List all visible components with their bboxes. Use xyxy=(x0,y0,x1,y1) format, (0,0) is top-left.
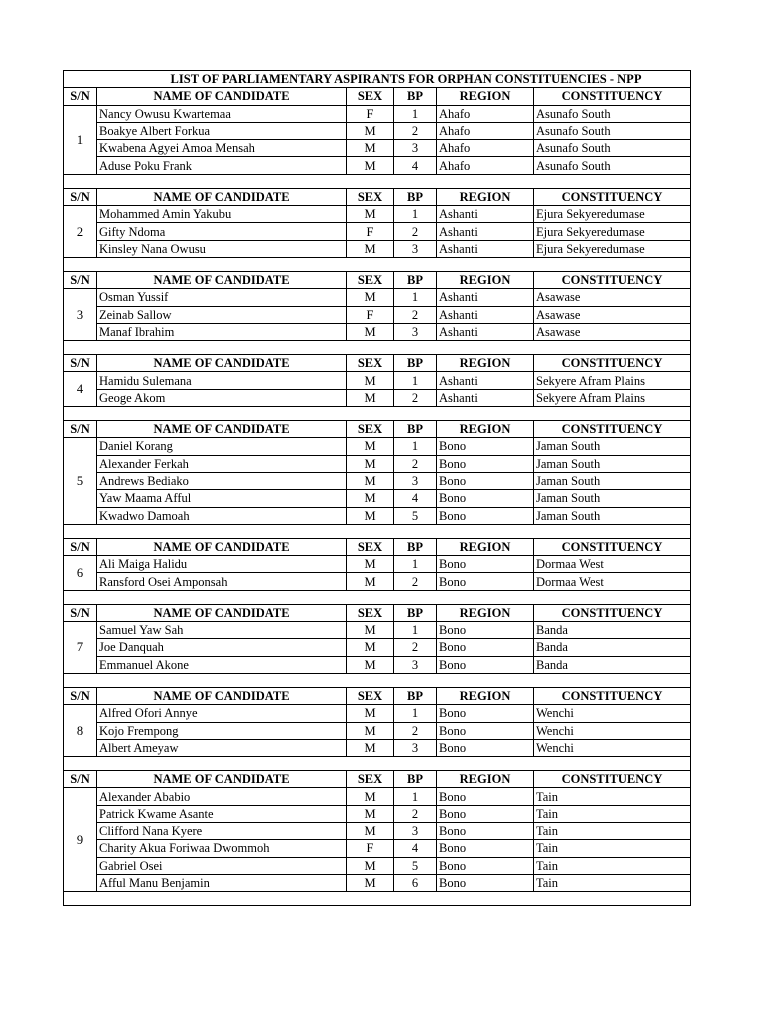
bp-cell: 3 xyxy=(394,323,437,340)
constituency-cell: Sekyere Afram Plains xyxy=(534,372,691,389)
column-header-constituency: CONSTITUENCY xyxy=(534,271,691,288)
region-cell: Ashanti xyxy=(437,240,534,257)
constituency-cell: Jaman South xyxy=(534,455,691,472)
column-header-region: REGION xyxy=(437,188,534,205)
bp-cell: 1 xyxy=(394,289,437,306)
bp-cell: 1 xyxy=(394,438,437,455)
name-cell: Alexander Ferkah xyxy=(97,455,347,472)
bp-cell: 2 xyxy=(394,455,437,472)
sex-cell: M xyxy=(347,122,394,139)
serial-number-cell: 6 xyxy=(64,556,97,591)
bp-cell: 2 xyxy=(394,639,437,656)
region-cell: Bono xyxy=(437,507,534,524)
column-header-name: NAME OF CANDIDATE xyxy=(97,271,347,288)
region-cell: Ashanti xyxy=(437,306,534,323)
column-header-sn: S/N xyxy=(64,88,97,105)
bp-cell: 2 xyxy=(394,306,437,323)
table-row xyxy=(64,289,691,306)
constituency-cell: Wenchi xyxy=(534,722,691,739)
column-header-region: REGION xyxy=(437,771,534,788)
table-row xyxy=(64,438,691,455)
aspirants-table xyxy=(63,70,691,906)
spacer-row xyxy=(64,341,691,355)
name-cell: Charity Akua Foriwaa Dwommoh xyxy=(97,840,347,857)
column-header-name: NAME OF CANDIDATE xyxy=(97,355,347,372)
spacer-cell xyxy=(64,257,691,271)
column-header-region: REGION xyxy=(437,687,534,704)
bp-cell: 3 xyxy=(394,240,437,257)
column-header-sn: S/N xyxy=(64,771,97,788)
name-cell: Hamidu Sulemana xyxy=(97,372,347,389)
region-cell: Ashanti xyxy=(437,323,534,340)
table-row xyxy=(64,157,691,174)
column-header-constituency: CONSTITUENCY xyxy=(534,88,691,105)
bp-cell: 2 xyxy=(394,722,437,739)
bp-cell: 1 xyxy=(394,105,437,122)
header-row xyxy=(64,604,691,621)
spacer-row xyxy=(64,892,691,906)
region-cell: Ahafo xyxy=(437,157,534,174)
region-cell: Bono xyxy=(437,788,534,805)
constituency-cell: Tain xyxy=(534,788,691,805)
table-row xyxy=(64,140,691,157)
name-cell: Alfred Ofori Annye xyxy=(97,705,347,722)
sex-cell: F xyxy=(347,840,394,857)
bp-cell: 1 xyxy=(394,556,437,573)
serial-number-cell: 5 xyxy=(64,438,97,524)
region-cell: Ahafo xyxy=(437,105,534,122)
sex-cell: M xyxy=(347,705,394,722)
sex-cell: M xyxy=(347,240,394,257)
column-header-bp: BP xyxy=(394,771,437,788)
name-cell: Afful Manu Benjamin xyxy=(97,874,347,891)
constituency-cell: Asunafo South xyxy=(534,157,691,174)
table-row xyxy=(64,705,691,722)
name-cell: Patrick Kwame Asante xyxy=(97,805,347,822)
table-row xyxy=(64,240,691,257)
sex-cell: M xyxy=(347,455,394,472)
column-header-sn: S/N xyxy=(64,271,97,288)
name-cell: Kojo Frempong xyxy=(97,722,347,739)
name-cell: Geoge Akom xyxy=(97,389,347,406)
column-header-name: NAME OF CANDIDATE xyxy=(97,771,347,788)
bp-cell: 4 xyxy=(394,157,437,174)
constituency-cell: Jaman South xyxy=(534,472,691,489)
table-row xyxy=(64,656,691,673)
sex-cell: M xyxy=(347,874,394,891)
column-header-sex: SEX xyxy=(347,538,394,555)
spacer-cell xyxy=(64,757,691,771)
column-header-sn: S/N xyxy=(64,604,97,621)
bp-cell: 3 xyxy=(394,739,437,756)
table-row xyxy=(64,739,691,756)
column-header-constituency: CONSTITUENCY xyxy=(534,188,691,205)
column-header-sn: S/N xyxy=(64,421,97,438)
name-cell: Kwadwo Damoah xyxy=(97,507,347,524)
serial-number-cell: 7 xyxy=(64,622,97,674)
spacer-row xyxy=(64,673,691,687)
table-row xyxy=(64,490,691,507)
sex-cell: M xyxy=(347,372,394,389)
sex-cell: M xyxy=(347,822,394,839)
bp-cell: 4 xyxy=(394,840,437,857)
column-header-sn: S/N xyxy=(64,687,97,704)
column-header-region: REGION xyxy=(437,88,534,105)
region-cell: Ashanti xyxy=(437,223,534,240)
spacer-cell xyxy=(64,524,691,538)
constituency-cell: Ejura Sekyeredumase xyxy=(534,223,691,240)
header-row xyxy=(64,355,691,372)
serial-number-cell: 9 xyxy=(64,788,97,892)
name-cell: Kinsley Nana Owusu xyxy=(97,240,347,257)
column-header-constituency: CONSTITUENCY xyxy=(534,604,691,621)
bp-cell: 5 xyxy=(394,507,437,524)
column-header-bp: BP xyxy=(394,538,437,555)
sex-cell: M xyxy=(347,472,394,489)
region-cell: Ashanti xyxy=(437,389,534,406)
serial-number-cell: 3 xyxy=(64,289,97,341)
bp-cell: 5 xyxy=(394,857,437,874)
name-cell: Gabriel Osei xyxy=(97,857,347,874)
header-row xyxy=(64,88,691,105)
constituency-cell: Tain xyxy=(534,805,691,822)
sex-cell: M xyxy=(347,857,394,874)
sex-cell: M xyxy=(347,140,394,157)
sex-cell: M xyxy=(347,722,394,739)
region-cell: Bono xyxy=(437,455,534,472)
column-header-sex: SEX xyxy=(347,188,394,205)
column-header-constituency: CONSTITUENCY xyxy=(534,687,691,704)
region-cell: Bono xyxy=(437,656,534,673)
constituency-cell: Dormaa West xyxy=(534,556,691,573)
table-row xyxy=(64,507,691,524)
table-row xyxy=(64,472,691,489)
table-row xyxy=(64,389,691,406)
header-row xyxy=(64,687,691,704)
column-header-region: REGION xyxy=(437,271,534,288)
sex-cell: M xyxy=(347,323,394,340)
page-title: LIST OF PARLIAMENTARY ASPIRANTS FOR ORPHAN CONSTITUENCIES - NPP xyxy=(64,71,691,88)
spacer-row xyxy=(64,590,691,604)
sex-cell: M xyxy=(347,573,394,590)
bp-cell: 2 xyxy=(394,223,437,240)
column-header-bp: BP xyxy=(394,188,437,205)
constituency-cell: Tain xyxy=(534,857,691,874)
serial-number-cell: 4 xyxy=(64,372,97,407)
header-row xyxy=(64,271,691,288)
sex-cell: M xyxy=(347,490,394,507)
bp-cell: 3 xyxy=(394,140,437,157)
header-row xyxy=(64,538,691,555)
constituency-cell: Asunafo South xyxy=(534,122,691,139)
sex-cell: F xyxy=(347,223,394,240)
sex-cell: M xyxy=(347,289,394,306)
column-header-name: NAME OF CANDIDATE xyxy=(97,188,347,205)
serial-number-cell: 1 xyxy=(64,105,97,174)
name-cell: Mohammed Amin Yakubu xyxy=(97,206,347,223)
column-header-name: NAME OF CANDIDATE xyxy=(97,687,347,704)
constituency-cell: Banda xyxy=(534,622,691,639)
sex-cell: M xyxy=(347,507,394,524)
constituency-cell: Tain xyxy=(534,874,691,891)
column-header-constituency: CONSTITUENCY xyxy=(534,771,691,788)
constituency-cell: Jaman South xyxy=(534,490,691,507)
region-cell: Bono xyxy=(437,805,534,822)
region-cell: Ashanti xyxy=(437,372,534,389)
sex-cell: M xyxy=(347,639,394,656)
bp-cell: 2 xyxy=(394,389,437,406)
sex-cell: M xyxy=(347,389,394,406)
bp-cell: 1 xyxy=(394,705,437,722)
spacer-cell xyxy=(64,590,691,604)
constituency-cell: Asawase xyxy=(534,289,691,306)
region-cell: Bono xyxy=(437,705,534,722)
bp-cell: 6 xyxy=(394,874,437,891)
column-header-bp: BP xyxy=(394,271,437,288)
title-row xyxy=(64,71,691,88)
serial-number-cell: 2 xyxy=(64,206,97,258)
name-cell: Clifford Nana Kyere xyxy=(97,822,347,839)
bp-cell: 2 xyxy=(394,805,437,822)
spacer-cell xyxy=(64,341,691,355)
sex-cell: F xyxy=(347,306,394,323)
constituency-cell: Asawase xyxy=(534,323,691,340)
column-header-sex: SEX xyxy=(347,271,394,288)
region-cell: Ashanti xyxy=(437,206,534,223)
column-header-bp: BP xyxy=(394,687,437,704)
region-cell: Bono xyxy=(437,840,534,857)
bp-cell: 1 xyxy=(394,372,437,389)
name-cell: Samuel Yaw Sah xyxy=(97,622,347,639)
constituency-cell: Ejura Sekyeredumase xyxy=(534,240,691,257)
serial-number-cell: 8 xyxy=(64,705,97,757)
region-cell: Ahafo xyxy=(437,140,534,157)
column-header-bp: BP xyxy=(394,355,437,372)
header-row xyxy=(64,421,691,438)
name-cell: Joe Danquah xyxy=(97,639,347,656)
header-row xyxy=(64,188,691,205)
bp-cell: 2 xyxy=(394,573,437,590)
sex-cell: M xyxy=(347,805,394,822)
name-cell: Nancy Owusu Kwartemaa xyxy=(97,105,347,122)
name-cell: Boakye Albert Forkua xyxy=(97,122,347,139)
region-cell: Bono xyxy=(437,490,534,507)
region-cell: Bono xyxy=(437,472,534,489)
bp-cell: 3 xyxy=(394,472,437,489)
column-header-sex: SEX xyxy=(347,771,394,788)
spacer-row xyxy=(64,407,691,421)
table-row xyxy=(64,122,691,139)
spacer-cell xyxy=(64,892,691,906)
bp-cell: 3 xyxy=(394,656,437,673)
name-cell: Osman Yussif xyxy=(97,289,347,306)
column-header-bp: BP xyxy=(394,88,437,105)
column-header-constituency: CONSTITUENCY xyxy=(534,538,691,555)
name-cell: Albert Ameyaw xyxy=(97,739,347,756)
region-cell: Bono xyxy=(437,874,534,891)
column-header-region: REGION xyxy=(437,421,534,438)
name-cell: Yaw Maama Afful xyxy=(97,490,347,507)
name-cell: Ali Maiga Halidu xyxy=(97,556,347,573)
sex-cell: F xyxy=(347,105,394,122)
table-row xyxy=(64,455,691,472)
constituency-cell: Dormaa West xyxy=(534,573,691,590)
column-header-constituency: CONSTITUENCY xyxy=(534,421,691,438)
table-row xyxy=(64,323,691,340)
bp-cell: 1 xyxy=(394,206,437,223)
table-row xyxy=(64,874,691,891)
column-header-sex: SEX xyxy=(347,88,394,105)
table-row xyxy=(64,622,691,639)
column-header-sex: SEX xyxy=(347,687,394,704)
constituency-cell: Jaman South xyxy=(534,507,691,524)
constituency-cell: Asawase xyxy=(534,306,691,323)
table-row xyxy=(64,556,691,573)
table-row xyxy=(64,105,691,122)
column-header-name: NAME OF CANDIDATE xyxy=(97,421,347,438)
name-cell: Emmanuel Akone xyxy=(97,656,347,673)
column-header-bp: BP xyxy=(394,604,437,621)
sex-cell: M xyxy=(347,622,394,639)
table-row xyxy=(64,223,691,240)
sex-cell: M xyxy=(347,788,394,805)
name-cell: Andrews Bediako xyxy=(97,472,347,489)
region-cell: Bono xyxy=(437,739,534,756)
sex-cell: M xyxy=(347,157,394,174)
region-cell: Bono xyxy=(437,639,534,656)
constituency-cell: Banda xyxy=(534,639,691,656)
column-header-sex: SEX xyxy=(347,604,394,621)
table-row xyxy=(64,639,691,656)
constituency-cell: Tain xyxy=(534,840,691,857)
sex-cell: M xyxy=(347,438,394,455)
bp-cell: 4 xyxy=(394,490,437,507)
table-row xyxy=(64,722,691,739)
column-header-sex: SEX xyxy=(347,421,394,438)
region-cell: Ashanti xyxy=(437,289,534,306)
constituency-cell: Tain xyxy=(534,822,691,839)
constituency-cell: Asunafo South xyxy=(534,140,691,157)
sex-cell: M xyxy=(347,656,394,673)
column-header-region: REGION xyxy=(437,604,534,621)
column-header-bp: BP xyxy=(394,421,437,438)
bp-cell: 2 xyxy=(394,122,437,139)
column-header-region: REGION xyxy=(437,538,534,555)
spacer-row xyxy=(64,524,691,538)
header-row xyxy=(64,771,691,788)
constituency-cell: Banda xyxy=(534,656,691,673)
column-header-sex: SEX xyxy=(347,355,394,372)
region-cell: Bono xyxy=(437,438,534,455)
region-cell: Bono xyxy=(437,857,534,874)
constituency-cell: Wenchi xyxy=(534,739,691,756)
sex-cell: M xyxy=(347,739,394,756)
constituency-cell: Jaman South xyxy=(534,438,691,455)
table-row xyxy=(64,788,691,805)
region-cell: Bono xyxy=(437,622,534,639)
sex-cell: M xyxy=(347,556,394,573)
column-header-constituency: CONSTITUENCY xyxy=(534,355,691,372)
column-header-name: NAME OF CANDIDATE xyxy=(97,88,347,105)
table-row xyxy=(64,306,691,323)
sex-cell: M xyxy=(347,206,394,223)
column-header-name: NAME OF CANDIDATE xyxy=(97,604,347,621)
column-header-sn: S/N xyxy=(64,355,97,372)
constituency-cell: Ejura Sekyeredumase xyxy=(534,206,691,223)
spacer-cell xyxy=(64,407,691,421)
spacer-row xyxy=(64,174,691,188)
table-row xyxy=(64,573,691,590)
region-cell: Bono xyxy=(437,556,534,573)
bp-cell: 1 xyxy=(394,622,437,639)
spacer-row xyxy=(64,257,691,271)
name-cell: Ransford Osei Amponsah xyxy=(97,573,347,590)
name-cell: Gifty Ndoma xyxy=(97,223,347,240)
column-header-name: NAME OF CANDIDATE xyxy=(97,538,347,555)
name-cell: Kwabena Agyei Amoa Mensah xyxy=(97,140,347,157)
spacer-row xyxy=(64,757,691,771)
column-header-sn: S/N xyxy=(64,538,97,555)
bp-cell: 1 xyxy=(394,788,437,805)
constituency-cell: Sekyere Afram Plains xyxy=(534,389,691,406)
name-cell: Alexander Ababio xyxy=(97,788,347,805)
table-row xyxy=(64,857,691,874)
region-cell: Bono xyxy=(437,722,534,739)
region-cell: Bono xyxy=(437,573,534,590)
constituency-cell: Asunafo South xyxy=(534,105,691,122)
table-row xyxy=(64,840,691,857)
bp-cell: 3 xyxy=(394,822,437,839)
aspirants-table-body xyxy=(64,71,691,906)
name-cell: Zeinab Sallow xyxy=(97,306,347,323)
region-cell: Bono xyxy=(437,822,534,839)
name-cell: Daniel Korang xyxy=(97,438,347,455)
table-row xyxy=(64,372,691,389)
constituency-cell: Wenchi xyxy=(534,705,691,722)
table-row xyxy=(64,805,691,822)
table-row xyxy=(64,206,691,223)
table-row xyxy=(64,822,691,839)
column-header-sn: S/N xyxy=(64,188,97,205)
spacer-cell xyxy=(64,174,691,188)
name-cell: Manaf Ibrahim xyxy=(97,323,347,340)
spacer-cell xyxy=(64,673,691,687)
name-cell: Aduse Poku Frank xyxy=(97,157,347,174)
column-header-region: REGION xyxy=(437,355,534,372)
region-cell: Ahafo xyxy=(437,122,534,139)
